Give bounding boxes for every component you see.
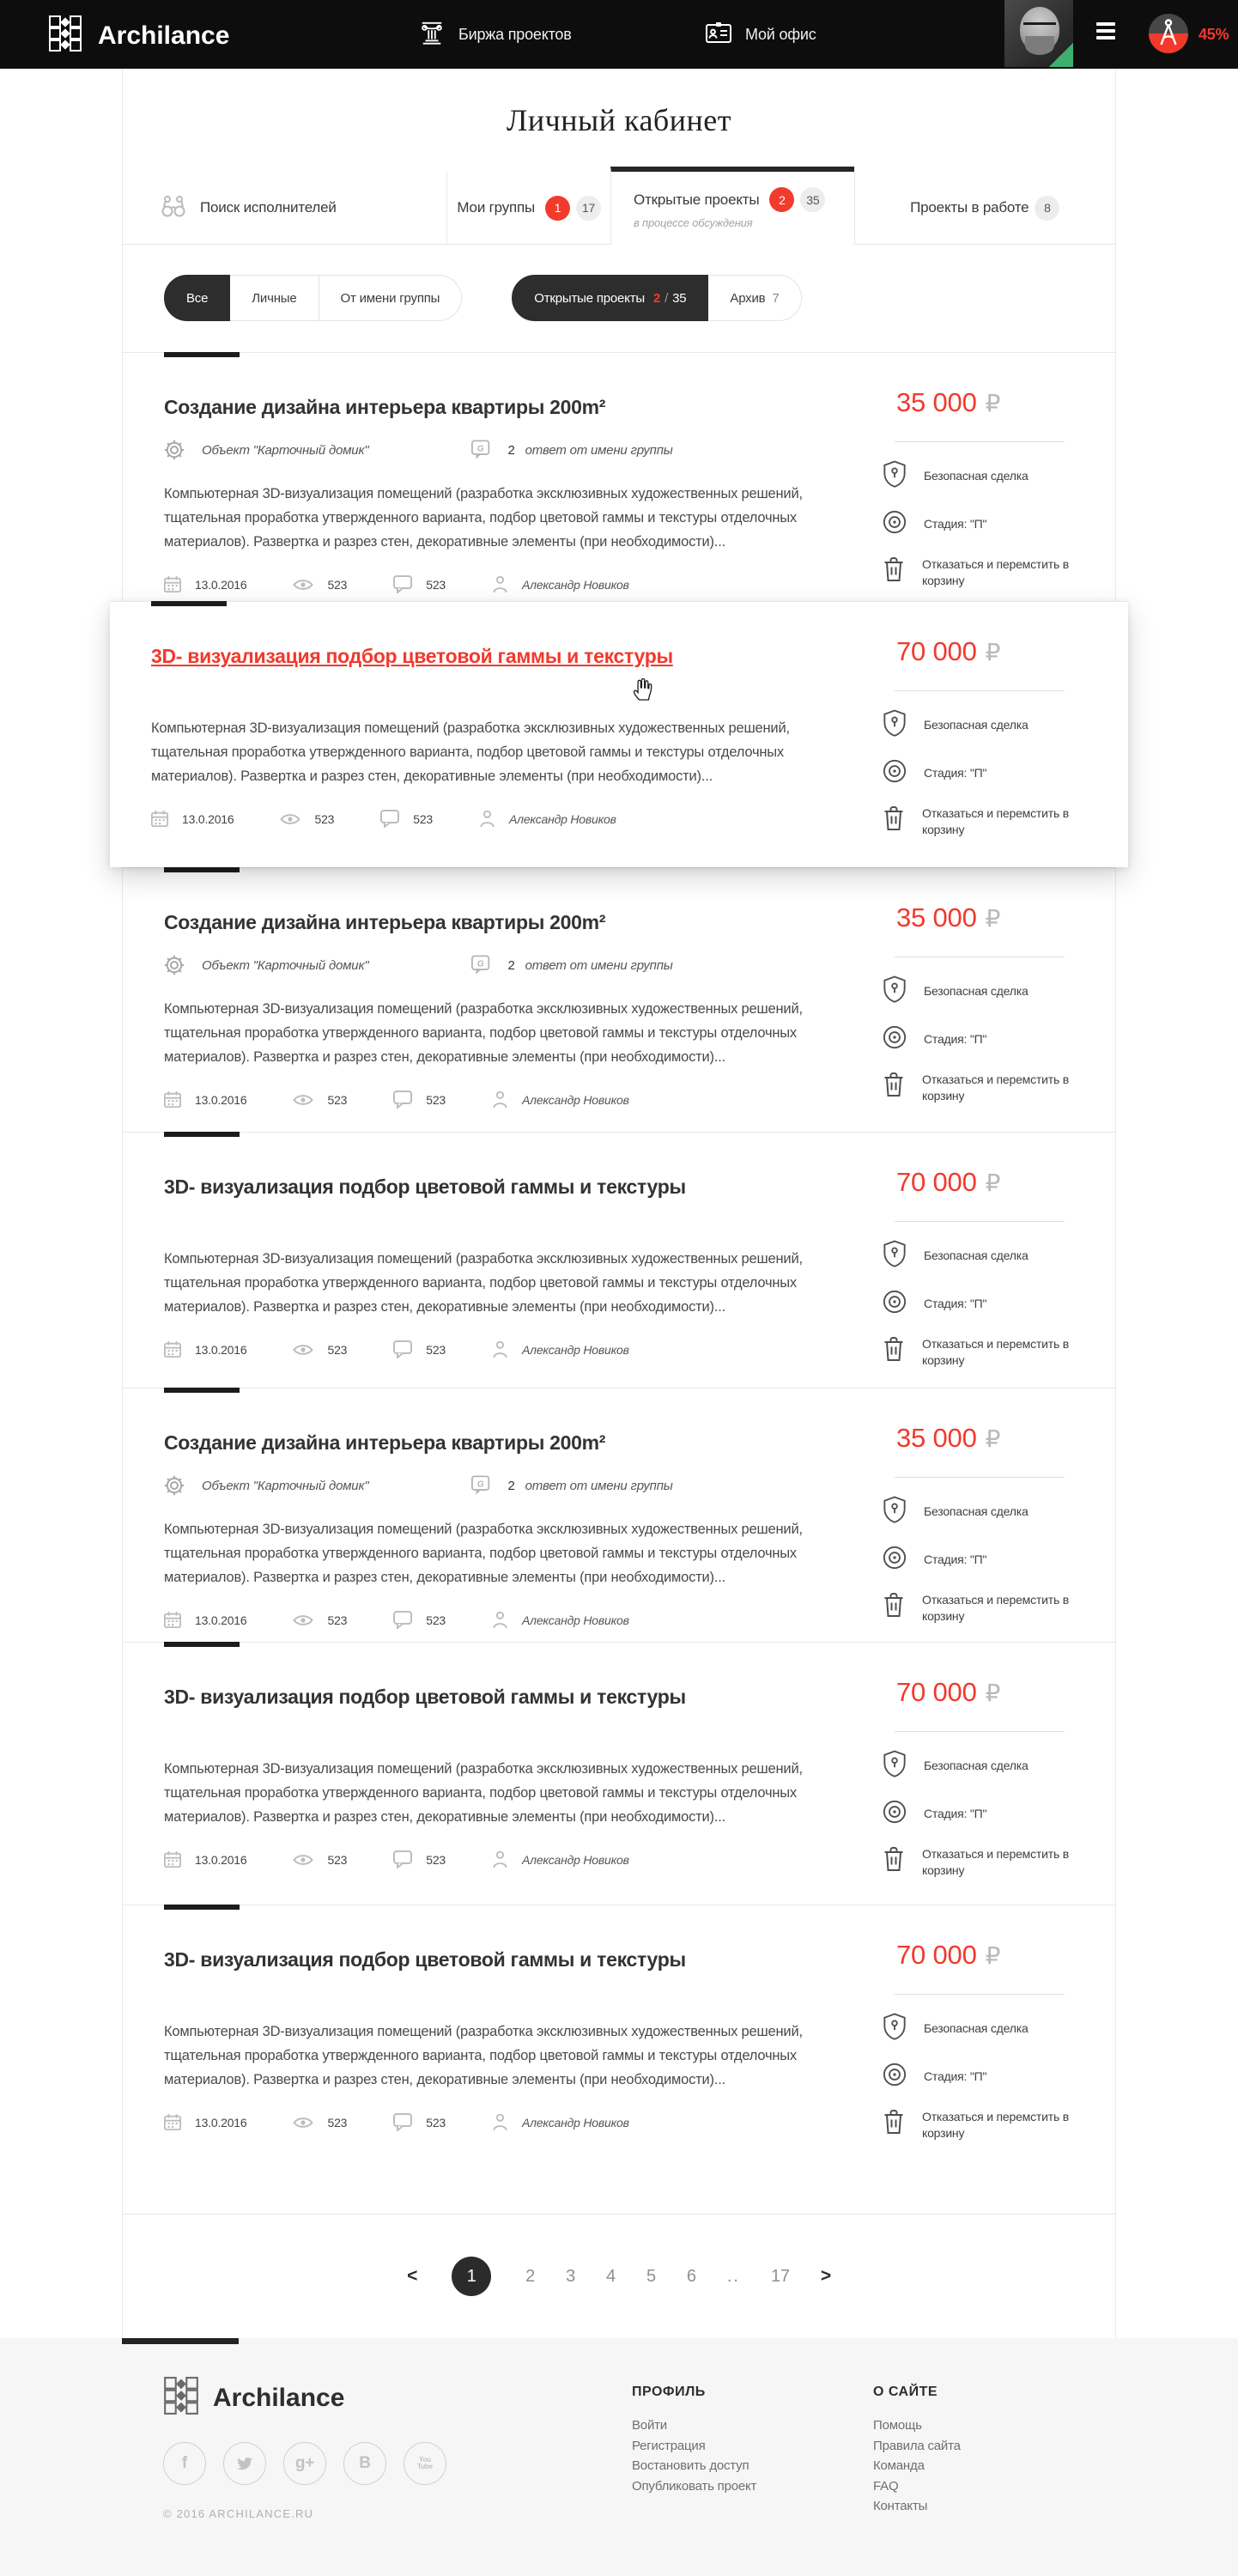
views-count: 523	[327, 1852, 348, 1867]
tab-projects-in-work[interactable]	[854, 172, 1115, 244]
filter-bar	[123, 245, 1115, 352]
project-title-link[interactable]: 3D- визуализация подбор цветовой гаммы и текстуры	[151, 645, 673, 667]
project-description: Компьютерная 3D-визуализация помещений (разработка эксклюзивных художественных решений, тщательная проработка утвержденного варианта, подбор цветовой гаммы и текстуры отделочных материалов). Развертка и разрез стен, декоративные элементы (при необходимости)...	[164, 1251, 803, 1315]
stage-row	[883, 759, 1097, 787]
user-avatar[interactable]	[1004, 0, 1073, 67]
stage-label: Стадия: "П"	[924, 766, 987, 780]
safe-deal-label: Безопасная сделка	[924, 469, 1029, 483]
publish-date: 13.0.2016	[195, 1342, 247, 1357]
shield-icon	[883, 709, 907, 741]
prev-page-button[interactable]: <	[407, 2266, 418, 2286]
comment-icon	[380, 810, 399, 828]
project-side-panel	[883, 636, 1097, 838]
nav-label: Мой офис	[745, 25, 816, 43]
project-title-link[interactable]: 3D- визуализация подбор цветовой гаммы и текстуры	[164, 1176, 686, 1198]
project-price: 35 000 ₽	[896, 387, 1001, 417]
comments-count: 523	[413, 811, 434, 826]
project-card	[123, 1388, 1115, 1642]
author-link[interactable]: Александр Новиков	[522, 1092, 629, 1107]
project-description: Компьютерная 3D-визуализация помещений (разработка эксклюзивных художественных решений, тщательная проработка утвержденного варианта, подбор цветовой гаммы и текстуры отделочных материалов). Развертка и разрез стен, декоративные элементы (при необходимости)...	[164, 1001, 803, 1065]
filter-all[interactable]: Все	[164, 275, 230, 321]
project-title-link[interactable]: Создание дизайна интерьера квартиры 200m²	[164, 911, 606, 933]
svg-text:G: G	[477, 1479, 484, 1490]
footer-brand-name: Archilance	[213, 2383, 345, 2412]
person-icon	[492, 1091, 508, 1109]
discard-label: Отказаться и перемстить в корзину	[922, 557, 1069, 587]
total-count-badge: 35	[800, 187, 825, 212]
eye-icon	[293, 1093, 313, 1107]
page-title: Личный кабинет	[507, 103, 731, 137]
open-new-count: 2	[652, 290, 661, 306]
page-2[interactable]: 2	[525, 2266, 536, 2286]
project-card	[123, 352, 1115, 601]
views-count: 523	[327, 2115, 348, 2129]
trash-icon	[883, 1846, 905, 1876]
project-card	[123, 1642, 1115, 1905]
ruble-sign: ₽	[985, 1169, 1001, 1197]
ruble-sign: ₽	[985, 904, 1001, 933]
new-count-badge: 1	[545, 196, 570, 221]
new-count-badge: 2	[769, 187, 794, 212]
divider	[895, 1731, 1065, 1732]
project-price: 70 000 ₽	[896, 1940, 1001, 1970]
nav-project-market[interactable]	[419, 0, 572, 69]
top-bar	[0, 0, 1238, 69]
author-link[interactable]: Александр Новиков	[522, 1342, 629, 1357]
filter-archive[interactable]: Архив 7	[708, 275, 801, 321]
page-1[interactable]: 1	[452, 2257, 491, 2296]
footer-column-title: ПРОФИЛЬ	[632, 2385, 706, 2399]
project-side-panel	[883, 1423, 1097, 1625]
shield-icon	[883, 1750, 907, 1782]
project-price: 35 000 ₽	[896, 902, 1001, 933]
safe-deal-row	[883, 975, 1097, 1007]
rank-badge-icon[interactable]	[1149, 14, 1188, 58]
trash-icon	[883, 556, 905, 586]
discard-to-trash-action[interactable]	[883, 1592, 1097, 1625]
project-price: 70 000 ₽	[896, 636, 1001, 666]
calendar-icon	[164, 1850, 181, 1868]
next-page-button[interactable]: >	[820, 2266, 831, 2286]
project-title-link[interactable]: Создание дизайна интерьера квартиры 200m²	[164, 1431, 606, 1454]
comment-icon	[393, 1340, 412, 1358]
footer-link[interactable]: Опубликовать проект	[632, 2478, 757, 2494]
project-description: Компьютерная 3D-визуализация помещений (разработка эксклюзивных художественных решений, тщательная проработка утвержденного варианта, подбор цветовой гаммы и текстуры отделочных материалов). Развертка и разрез стен, декоративные элементы (при необходимости)...	[151, 720, 790, 784]
target-icon	[883, 759, 907, 787]
author-link[interactable]: Александр Новиков	[509, 811, 616, 826]
safe-deal-row	[883, 709, 1097, 741]
person-icon	[479, 810, 495, 828]
tab-bar	[123, 172, 1115, 245]
views-count: 523	[327, 1092, 348, 1107]
open-total-count: 35	[672, 290, 687, 306]
tab-label: Открытые проекты	[634, 191, 760, 208]
calendar-icon	[164, 575, 181, 593]
trash-icon	[883, 2109, 905, 2139]
footer-column-about	[873, 2376, 1114, 2520]
page-ellipsis: ..	[726, 2266, 740, 2286]
copyright: © 2016 ARCHILANCE.RU	[163, 2507, 314, 2520]
safe-deal-label: Безопасная сделка	[924, 2021, 1029, 2035]
project-object-label[interactable]: Объект "Карточный домик"	[202, 1478, 369, 1493]
publish-date: 13.0.2016	[195, 2115, 247, 2129]
comments-count: 523	[426, 1092, 446, 1107]
comments-count: 523	[426, 1613, 446, 1627]
discard-label: Отказаться и перемстить в корзину	[922, 1072, 1069, 1103]
safe-deal-label: Безопасная сделка	[924, 1759, 1029, 1772]
brand-name: Archilance	[98, 21, 230, 50]
footer-link[interactable]: Востановить доступ	[632, 2458, 749, 2473]
twitter-icon[interactable]	[223, 2442, 266, 2485]
discard-label: Отказаться и перемстить в корзину	[922, 2110, 1069, 2140]
comments-count: 523	[426, 1342, 446, 1357]
page-6[interactable]: 6	[686, 2266, 696, 2286]
menu-icon[interactable]	[1096, 22, 1115, 43]
eye-icon	[293, 1853, 313, 1867]
safe-deal-row	[883, 2013, 1097, 2044]
publish-date: 13.0.2016	[195, 1092, 247, 1107]
main-container	[122, 69, 1116, 2338]
project-price: 70 000 ₽	[896, 1167, 1001, 1197]
stage-row	[883, 1025, 1097, 1054]
project-description: Компьютерная 3D-визуализация помещений (разработка эксклюзивных художественных решений, тщательная проработка утвержденного варианта, подбор цветовой гаммы и текстуры отделочных материалов). Развертка и разрез стен, декоративные элементы (при необходимости)...	[164, 1761, 803, 1825]
safe-deal-row	[883, 1240, 1097, 1272]
discard-label: Отказаться и перемстить в корзину	[922, 1593, 1069, 1623]
project-side-panel	[883, 1940, 1097, 2142]
safe-deal-row	[883, 460, 1097, 492]
project-description: Компьютерная 3D-визуализация помещений (разработка эксклюзивных художественных решений, тщательная проработка утвержденного варианта, подбор цветовой гаммы и текстуры отделочных материалов). Развертка и разрез стен, декоративные элементы (при необходимости)...	[164, 2024, 803, 2087]
project-card	[123, 1905, 1115, 2214]
trash-icon	[883, 1072, 905, 1102]
gear-icon	[164, 1475, 185, 1496]
calendar-icon	[164, 1340, 181, 1358]
brand-logo[interactable]	[48, 15, 229, 57]
calendar-icon	[164, 1091, 181, 1109]
ruble-sign: ₽	[985, 1679, 1001, 1707]
divider	[895, 1221, 1065, 1222]
discard-to-trash-action[interactable]	[883, 1336, 1097, 1369]
project-title-link[interactable]: Создание дизайна интерьера квартиры 200m²	[164, 396, 606, 418]
comments-count: 523	[426, 2115, 446, 2129]
total-count-badge: 17	[576, 196, 601, 221]
project-description: Компьютерная 3D-визуализация помещений (разработка эксклюзивных художественных решений, тщательная проработка утвержденного варианта, подбор цветовой гаммы и текстуры отделочных материалов). Развертка и разрез стен, декоративные элементы (при необходимости)...	[164, 486, 803, 550]
safe-deal-label: Безопасная сделка	[924, 1249, 1029, 1262]
stage-row	[883, 1290, 1097, 1318]
hand-cursor-icon	[632, 677, 652, 706]
views-count: 523	[327, 577, 348, 592]
divider	[895, 1477, 1065, 1478]
footer-link[interactable]: Контакты	[873, 2499, 928, 2513]
views-count: 523	[314, 811, 335, 826]
ruble-sign: ₽	[985, 1425, 1001, 1453]
publish-date: 13.0.2016	[182, 811, 234, 826]
discard-to-trash-action[interactable]	[883, 1846, 1097, 1879]
ruble-sign: ₽	[985, 389, 1001, 417]
divider	[895, 690, 1065, 691]
target-icon	[883, 1290, 907, 1318]
footer-link[interactable]: Регистрация	[632, 2438, 706, 2453]
page-4[interactable]: 4	[606, 2266, 616, 2286]
tab-label: Проекты в работе	[910, 199, 1029, 216]
column-icon	[419, 20, 445, 50]
footer-link[interactable]: Правила сайта	[873, 2438, 961, 2453]
pagination	[123, 2214, 1115, 2338]
group-reply-label: ответ от имени группы	[525, 1478, 673, 1493]
group-reply-icon	[471, 955, 492, 975]
ruble-sign: ₽	[985, 638, 1001, 666]
author-link[interactable]: Александр Новиков	[522, 2115, 629, 2129]
person-icon	[492, 1850, 508, 1868]
profile-progress: 45%	[1199, 26, 1229, 43]
group-reply-label: ответ от имени группы	[525, 442, 673, 458]
stage-label: Стадия: "П"	[924, 1032, 987, 1046]
project-object-label[interactable]: Объект "Карточный домик"	[202, 442, 369, 458]
total-count-badge: 8	[1035, 196, 1059, 221]
project-card	[123, 867, 1115, 1132]
eye-icon	[293, 578, 313, 592]
author-link[interactable]: Александр Новиков	[522, 577, 629, 592]
project-title-link[interactable]: 3D- визуализация подбор цветовой гаммы и текстуры	[164, 1686, 686, 1708]
eye-icon	[293, 1343, 313, 1357]
footer-logo[interactable]	[163, 2376, 632, 2420]
discard-label: Отказаться и перемстить в корзину	[922, 806, 1069, 836]
eye-icon	[293, 1613, 313, 1627]
footer-link[interactable]: FAQ	[873, 2478, 899, 2494]
stage-row	[883, 510, 1097, 538]
person-icon	[492, 575, 508, 593]
safe-deal-label: Безопасная сделка	[924, 1504, 1029, 1518]
author-link[interactable]: Александр Новиков	[522, 1852, 629, 1867]
page-3[interactable]: 3	[566, 2266, 576, 2286]
stage-row	[883, 1800, 1097, 1828]
state-filter	[512, 275, 801, 321]
nav-my-office[interactable]	[706, 0, 816, 69]
project-price: 35 000 ₽	[896, 1423, 1001, 1453]
tab-label: Поиск исполнителей	[200, 199, 337, 216]
comment-icon	[393, 575, 412, 593]
tab-my-groups[interactable]	[446, 172, 610, 244]
divider	[895, 1994, 1065, 1995]
behance-icon[interactable]: B	[343, 2442, 386, 2485]
safe-deal-label: Безопасная сделка	[924, 718, 1029, 732]
facebook-icon[interactable]: f	[163, 2442, 206, 2485]
discard-to-trash-action[interactable]	[883, 1072, 1097, 1104]
comments-count: 523	[426, 577, 446, 592]
comment-icon	[393, 1850, 412, 1868]
project-title-link[interactable]: 3D- визуализация подбор цветовой гаммы и текстуры	[164, 1948, 686, 1971]
trash-icon	[883, 805, 905, 835]
target-icon	[883, 1546, 907, 1574]
svg-text:G: G	[477, 959, 484, 969]
project-description: Компьютерная 3D-визуализация помещений (разработка эксклюзивных художественных решений, тщательная проработка утвержденного варианта, подбор цветовой гаммы и текстуры отделочных материалов). Развертка и разрез стен, декоративные элементы (при необходимости)...	[164, 1522, 803, 1585]
filter-personal[interactable]: Личные	[230, 275, 319, 321]
stage-label: Стадия: "П"	[924, 517, 987, 531]
group-reply-count: 2	[507, 1478, 515, 1493]
group-reply-icon	[471, 440, 492, 460]
discard-label: Отказаться и перемстить в корзину	[922, 1847, 1069, 1877]
social-links	[163, 2442, 632, 2485]
trash-icon	[883, 1336, 905, 1366]
project-price: 70 000 ₽	[896, 1677, 1001, 1707]
footer-link[interactable]: Войти	[632, 2418, 667, 2433]
scope-filter	[164, 275, 462, 321]
stage-label: Стадия: "П"	[924, 2069, 987, 2083]
footer-column-profile	[632, 2376, 873, 2520]
views-count: 523	[327, 1613, 348, 1627]
comments-count: 523	[426, 1852, 446, 1867]
calendar-icon	[164, 1611, 181, 1629]
stage-row	[883, 1546, 1097, 1574]
youtube-icon[interactable]: You Tube	[404, 2442, 446, 2485]
group-reply-label: ответ от имени группы	[525, 957, 673, 973]
stage-row	[883, 2063, 1097, 2091]
calendar-icon	[151, 810, 168, 828]
discard-to-trash-action[interactable]	[883, 2109, 1097, 2142]
safe-deal-label: Безопасная сделка	[924, 984, 1029, 998]
shield-icon	[883, 975, 907, 1007]
stage-label: Стадия: "П"	[924, 1297, 987, 1310]
divider	[895, 441, 1065, 442]
stage-label: Стадия: "П"	[924, 1552, 987, 1566]
tab-open-projects[interactable]	[610, 167, 854, 245]
group-reply-count: 2	[507, 442, 515, 458]
filter-on-behalf-of-group[interactable]: От имени группы	[319, 275, 463, 321]
project-side-panel	[883, 1677, 1097, 1879]
stage-label: Стадия: "П"	[924, 1807, 987, 1820]
publish-date: 13.0.2016	[195, 577, 247, 592]
discard-to-trash-action[interactable]	[883, 556, 1097, 589]
google-plus-icon[interactable]: g+	[283, 2442, 326, 2485]
tab-subtitle: в процессе обсуждения	[634, 216, 753, 229]
group-reply-count: 2	[507, 957, 515, 973]
publish-date: 13.0.2016	[195, 1852, 247, 1867]
logo-grid-icon	[48, 15, 82, 57]
comment-icon	[393, 2113, 412, 2131]
group-reply-icon	[471, 1475, 492, 1496]
footer	[0, 2338, 1238, 2576]
id-card-icon	[706, 21, 731, 49]
tab-label: Мои группы	[457, 199, 536, 216]
person-icon	[492, 1340, 508, 1358]
project-side-panel	[883, 902, 1097, 1104]
footer-link[interactable]: Помощь	[873, 2418, 922, 2433]
gear-icon	[164, 955, 185, 975]
author-link[interactable]: Александр Новиков	[522, 1613, 629, 1627]
shield-icon	[883, 1240, 907, 1272]
comment-icon	[393, 1091, 412, 1109]
shield-icon	[883, 460, 907, 492]
safe-deal-row	[883, 1750, 1097, 1782]
project-list	[123, 352, 1115, 2214]
safe-deal-row	[883, 1496, 1097, 1528]
footer-column-title: О САЙТЕ	[873, 2385, 938, 2399]
project-side-panel	[883, 1167, 1097, 1369]
binoculars-icon	[161, 194, 186, 222]
logo-grid-icon	[163, 2376, 199, 2420]
person-icon	[492, 1611, 508, 1629]
tab-search-performers[interactable]	[123, 172, 446, 244]
eye-icon	[280, 812, 300, 826]
svg-text:G: G	[477, 444, 484, 454]
page-17[interactable]: 17	[770, 2266, 790, 2286]
discard-label: Отказаться и перемстить в корзину	[922, 1337, 1069, 1367]
shield-icon	[883, 1496, 907, 1528]
eye-icon	[293, 2116, 313, 2129]
filter-open-projects[interactable]: Открытые проекты 2 / 35	[512, 275, 708, 321]
nav-label: Биржа проектов	[458, 25, 572, 43]
target-icon	[883, 510, 907, 538]
publish-date: 13.0.2016	[195, 1613, 247, 1627]
project-card	[110, 601, 1128, 867]
person-icon	[492, 2113, 508, 2131]
page-5[interactable]: 5	[646, 2266, 656, 2286]
footer-link[interactable]: Команда	[873, 2458, 925, 2473]
project-card	[123, 1132, 1115, 1388]
ruble-sign: ₽	[985, 1941, 1001, 1970]
target-icon	[883, 2063, 907, 2091]
gear-icon	[164, 440, 185, 460]
discard-to-trash-action[interactable]	[883, 805, 1097, 838]
comment-icon	[393, 1611, 412, 1629]
shield-icon	[883, 2013, 907, 2044]
project-side-panel	[883, 387, 1097, 589]
calendar-icon	[164, 2113, 181, 2131]
target-icon	[883, 1025, 907, 1054]
views-count: 523	[327, 1342, 348, 1357]
target-icon	[883, 1800, 907, 1828]
trash-icon	[883, 1592, 905, 1622]
project-object-label[interactable]: Объект "Карточный домик"	[202, 957, 369, 973]
archive-count: 7	[772, 290, 780, 306]
